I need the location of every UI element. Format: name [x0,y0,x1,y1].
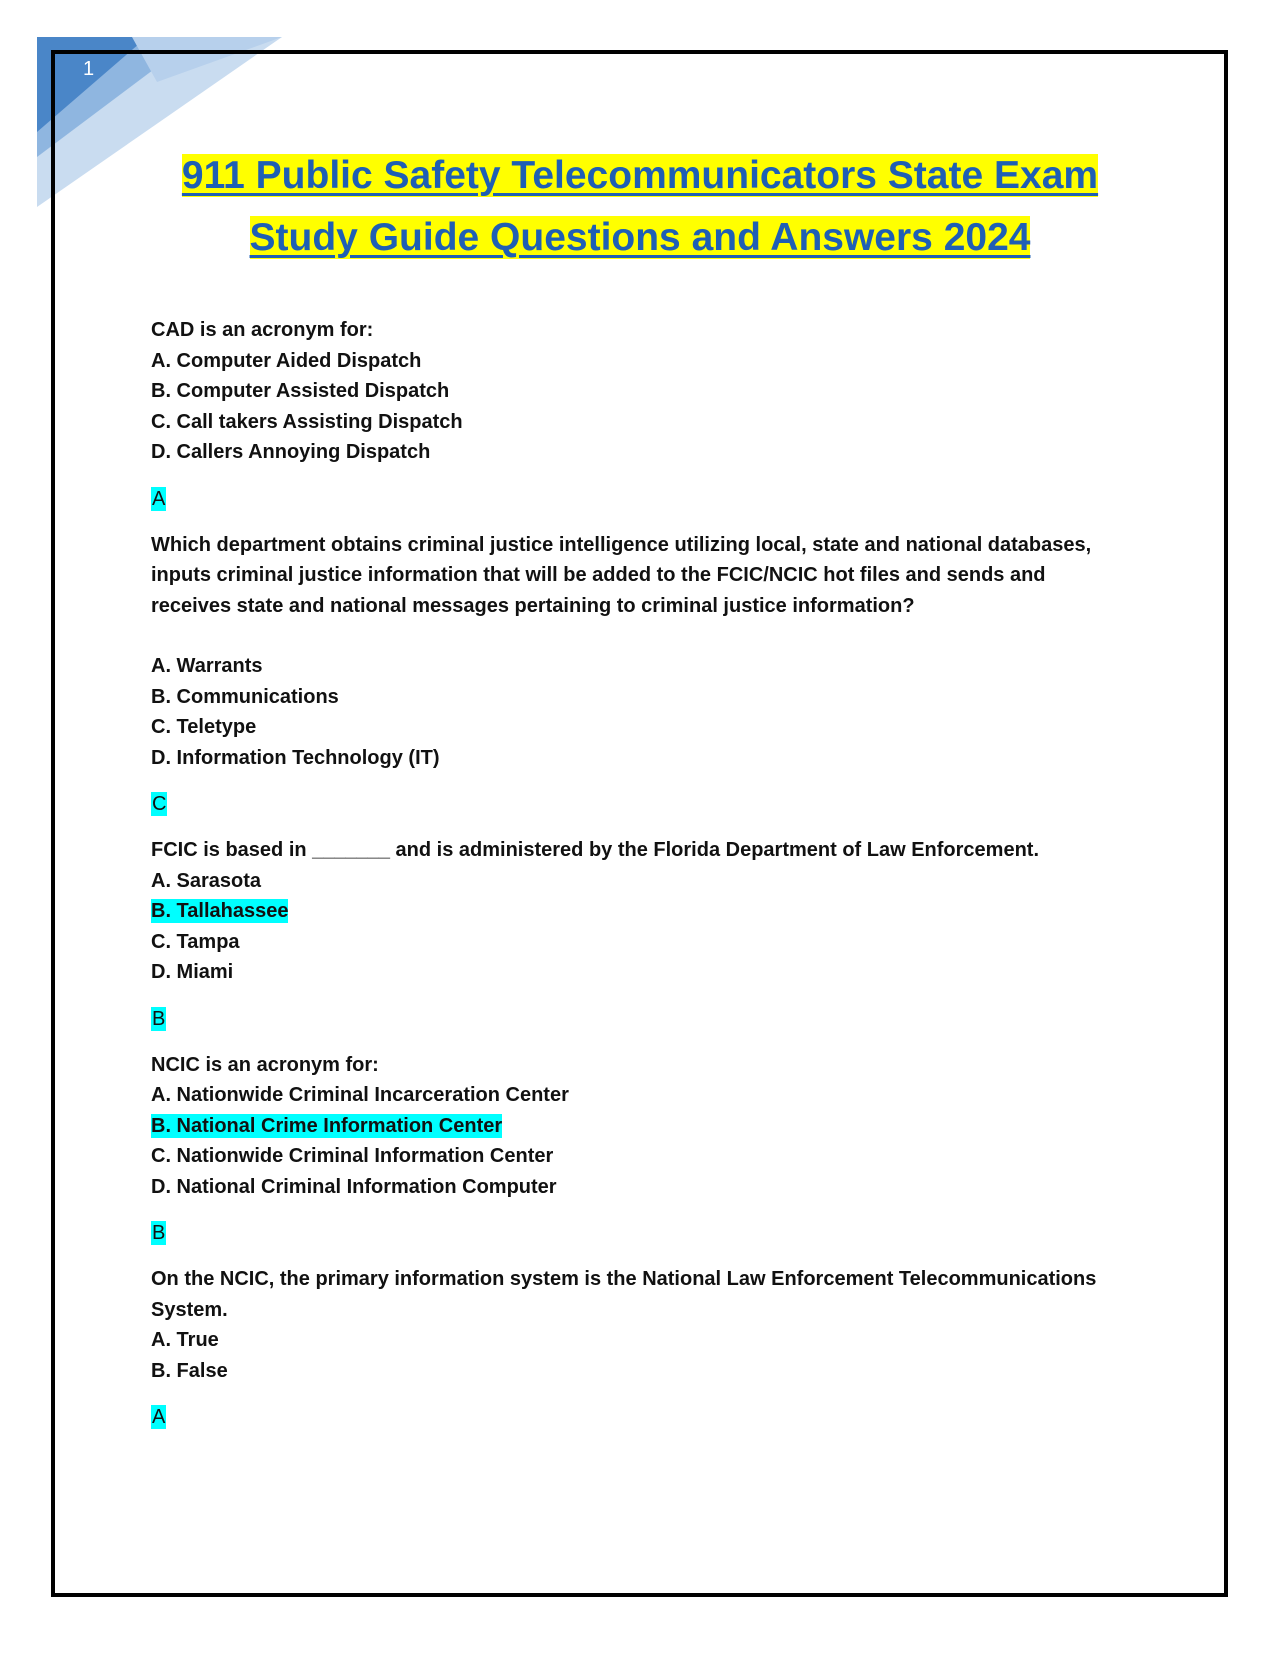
option: B. Communications [151,685,339,708]
answer-key: A [152,1406,166,1428]
option: A. True [151,1329,219,1351]
answer-key: A [152,487,166,510]
question-text-line: inputs criminal justice information that will be added to the FCIC/NCIC hot files and sends and [151,564,1046,586]
option: A. Warrants [151,655,263,677]
option: C. Nationwide Criminal Information Center [151,1145,554,1167]
title-line-2: Study Guide Questions and Answers 2024 [249,216,1031,259]
question-text: FCIC is based in _______ and is administered by the Florida Department of Law Enforcement. [151,839,1040,861]
question-block [151,1264,1131,1432]
option-highlighted: B. Tallahassee [151,900,289,922]
question-text-line: receives state and national messages pertaining to criminal justice information? [151,594,915,617]
question-list [151,315,1131,1448]
option: A. Sarasota [151,869,262,892]
option: C. Teletype [151,716,257,738]
question-text: CAD is an acronym for: [151,319,374,341]
question-block [151,530,1131,820]
question-block [151,1050,1131,1249]
option: D. Miami [151,961,234,983]
answer-key: B [152,1007,166,1030]
question-text: NCIC is an acronym for: [151,1053,379,1076]
page-number: 1 [83,58,95,80]
question-text-line: On the NCIC, the primary information system is the National Law Enforcement Telecommunications [151,1268,1097,1290]
option: A. Nationwide Criminal Incarceration Center [151,1084,569,1106]
option: C. Tampa [151,930,240,953]
answer-key: B [152,1222,166,1244]
option: D. Callers Annoying Dispatch [151,441,431,463]
question-block [151,835,1131,1034]
option: C. Call takers Assisting Dispatch [151,410,463,433]
option: B. False [151,1359,228,1382]
option: B. Computer Assisted Dispatch [151,380,450,402]
question-text-line: System. [151,1298,228,1321]
title-line-1: 911 Public Safety Telecommunicators State Exam [181,154,1099,197]
option: A. Computer Aided Dispatch [151,349,422,372]
question-text-line: Which department obtains criminal justice intelligence utilizing local, state and national databases, [151,533,1092,556]
option-highlighted: B. National Crime Information Center [151,1114,503,1137]
question-block [151,315,1131,514]
answer-key: C [152,793,167,815]
option: D. Information Technology (IT) [151,746,440,769]
option: D. National Criminal Information Computer [151,1175,557,1198]
page-title [150,145,1130,269]
